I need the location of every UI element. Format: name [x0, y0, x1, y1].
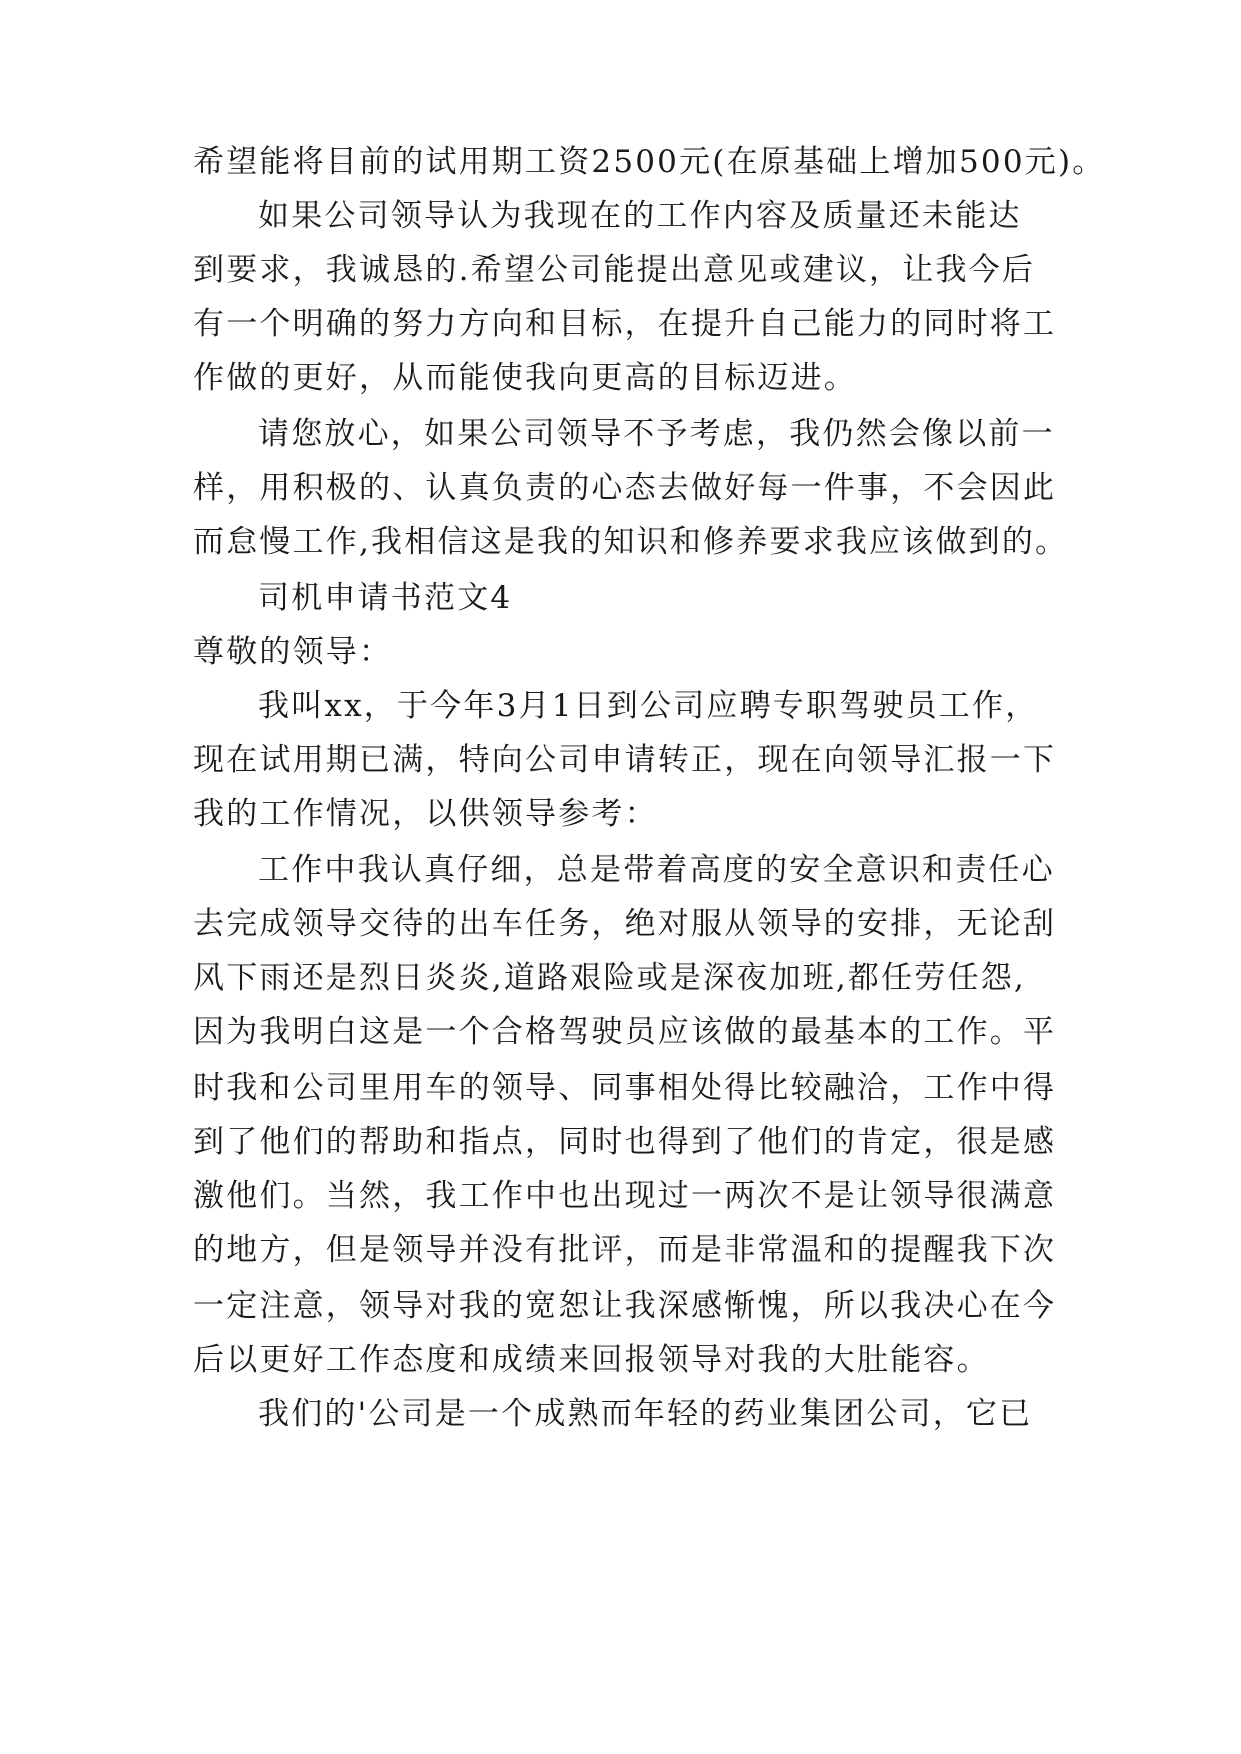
text-line: 请您放心，如果公司领导不予考虑，我仍然会像以前一: [258, 416, 1055, 452]
text-line: 希望能将目前的试用期工资2500元(在原基础上增加500元)。: [193, 144, 1106, 180]
text-line: 样，用积极的、认真负责的心态去做好每一件事，不会因此: [193, 470, 1057, 506]
text-line: 后以更好工作态度和成绩来回报领导对我的大肚能容。: [193, 1342, 990, 1378]
section-heading: 司机申请书范文4: [258, 580, 513, 616]
text-line: 因为我明白这是一个合格驾驶员应该做的最基本的工作。平: [193, 1014, 1057, 1050]
text-line: 我们的'公司是一个成熟而年轻的药业集团公司，它已: [258, 1396, 1033, 1432]
text-line: 一定注意，领导对我的宽恕让我深感惭愧，所以我决心在今: [193, 1288, 1057, 1324]
text-line: 去完成领导交待的出车任务，绝对服从领导的安排，无论刮: [193, 906, 1057, 942]
text-line: 如果公司领导认为我现在的工作内容及质量还未能达: [258, 198, 1022, 234]
text-line: 到要求，我诚恳的.希望公司能提出意见或建议，让我今后: [193, 252, 1036, 288]
text-line: 我叫xx，于今年3月1日到公司应聘专职驾驶员工作，: [258, 688, 1039, 724]
text-line: 时我和公司里用车的领导、同事相处得比较融洽，工作中得: [193, 1070, 1057, 1106]
text-line: 到了他们的帮助和指点，同时也得到了他们的肯定，很是感: [193, 1124, 1057, 1160]
salutation: 尊敬的领导：: [193, 634, 393, 670]
text-line: 风下雨还是烈日炎炎,道路艰险或是深夜加班,都任劳任怨,: [193, 960, 1026, 996]
text-line: 现在试用期已满，特向公司申请转正，现在向领导汇报一下: [193, 742, 1057, 778]
text-line: 的地方，但是领导并没有批评，而是非常温和的提醒我下次: [193, 1232, 1057, 1268]
text-line: 而怠慢工作,我相信这是我的知识和修养要求我应该做到的。: [193, 524, 1069, 560]
text-line: 工作中我认真仔细，总是带着高度的安全意识和责任心: [258, 852, 1055, 888]
text-line: 我的工作情况，以供领导参考：: [193, 796, 658, 832]
text-line: 激他们。当然，我工作中也出现过一两次不是让领导很满意: [193, 1178, 1057, 1214]
text-line: 作做的更好，从而能使我向更高的目标迈进。: [193, 360, 857, 396]
text-line: 有一个明确的努力方向和目标，在提升自己能力的同时将工: [193, 306, 1057, 342]
